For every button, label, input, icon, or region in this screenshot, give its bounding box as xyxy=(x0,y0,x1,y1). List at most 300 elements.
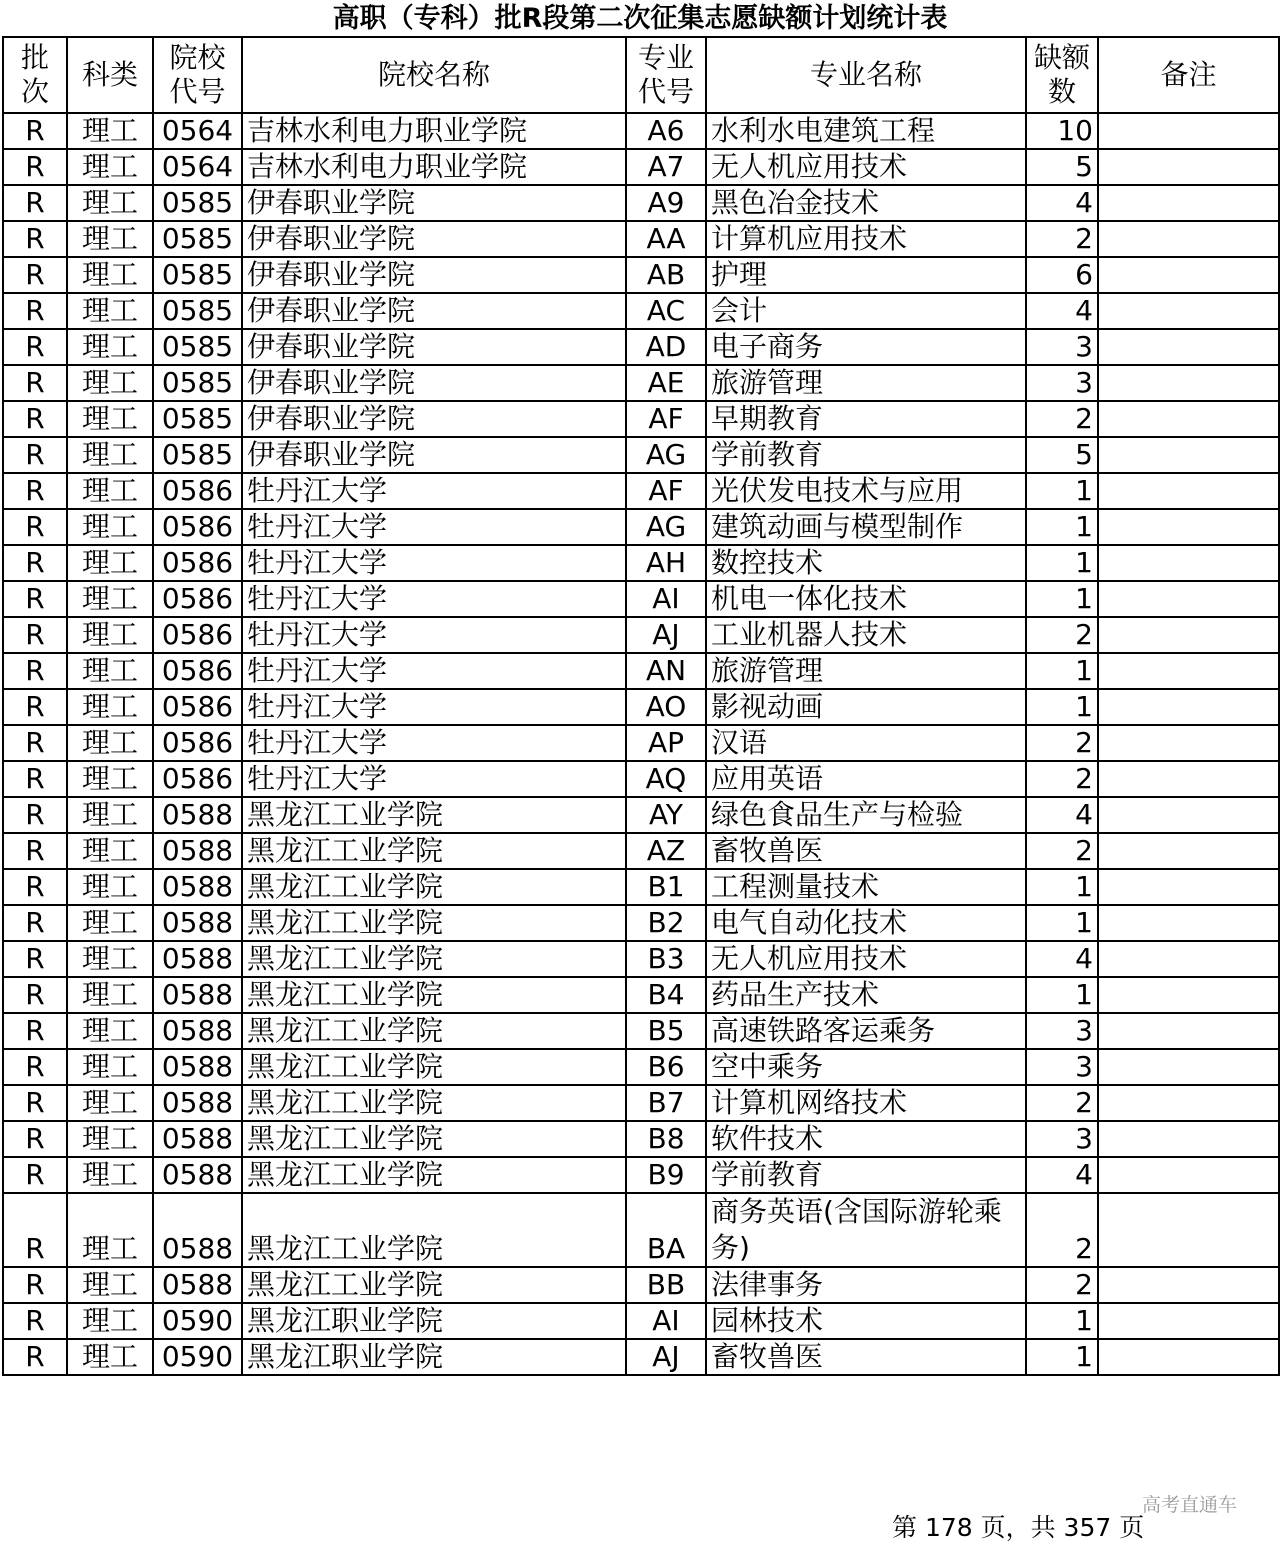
cell-vacancies: 2 xyxy=(1026,761,1098,797)
cell-remarks xyxy=(1098,473,1279,509)
cell-school-code: 0588 xyxy=(153,1085,242,1121)
cell-major-name: 商务英语(含国际游轮乘务) xyxy=(706,1193,1026,1267)
cell-remarks xyxy=(1098,689,1279,725)
cell-major-code: B1 xyxy=(626,869,706,905)
table-row xyxy=(3,293,1279,329)
cell-remarks xyxy=(1098,941,1279,977)
cell-major-code: AF xyxy=(626,473,706,509)
cell-vacancies: 1 xyxy=(1026,581,1098,617)
table-row xyxy=(3,905,1279,941)
cell-major-name: 无人机应用技术 xyxy=(706,941,1026,977)
cell-remarks xyxy=(1098,1085,1279,1121)
cell-major-name: 软件技术 xyxy=(706,1121,1026,1157)
cell-batch: R xyxy=(3,1339,67,1375)
cell-school-name: 黑龙江工业学院 xyxy=(242,1121,626,1157)
cell-school-name: 伊春职业学院 xyxy=(242,221,626,257)
cell-batch: R xyxy=(3,653,67,689)
cell-school-code: 0585 xyxy=(153,365,242,401)
table-row xyxy=(3,257,1279,293)
cell-major-code: AB xyxy=(626,257,706,293)
cell-vacancies: 2 xyxy=(1026,1085,1098,1121)
cell-school-name: 黑龙江工业学院 xyxy=(242,1085,626,1121)
cell-major-code: A6 xyxy=(626,113,706,149)
cell-school-name: 黑龙江工业学院 xyxy=(242,869,626,905)
cell-major-name: 电子商务 xyxy=(706,329,1026,365)
cell-category: 理工 xyxy=(67,761,153,797)
cell-major-code: AN xyxy=(626,653,706,689)
cell-major-code: AI xyxy=(626,581,706,617)
cell-batch: R xyxy=(3,1121,67,1157)
cell-vacancies: 3 xyxy=(1026,1049,1098,1085)
table-row xyxy=(3,797,1279,833)
cell-category: 理工 xyxy=(67,1193,153,1267)
cell-remarks xyxy=(1098,293,1279,329)
cell-vacancies: 2 xyxy=(1026,725,1098,761)
header-remarks: 备注 xyxy=(1098,37,1279,113)
cell-remarks xyxy=(1098,1121,1279,1157)
cell-batch: R xyxy=(3,1193,67,1267)
cell-school-code: 0590 xyxy=(153,1303,242,1339)
table-row xyxy=(3,941,1279,977)
table-row xyxy=(3,1157,1279,1193)
cell-category: 理工 xyxy=(67,1303,153,1339)
cell-batch: R xyxy=(3,977,67,1013)
cell-batch: R xyxy=(3,689,67,725)
cell-school-code: 0586 xyxy=(153,581,242,617)
cell-major-code: B7 xyxy=(626,1085,706,1121)
cell-major-name: 水利水电建筑工程 xyxy=(706,113,1026,149)
table-row xyxy=(3,1121,1279,1157)
cell-batch: R xyxy=(3,257,67,293)
cell-school-code: 0585 xyxy=(153,293,242,329)
cell-batch: R xyxy=(3,365,67,401)
cell-remarks xyxy=(1098,365,1279,401)
cell-school-code: 0586 xyxy=(153,473,242,509)
cell-batch: R xyxy=(3,1085,67,1121)
cell-major-code: AI xyxy=(626,1303,706,1339)
cell-vacancies: 3 xyxy=(1026,1121,1098,1157)
table-row xyxy=(3,437,1279,473)
cell-vacancies: 5 xyxy=(1026,437,1098,473)
cell-major-name: 工业机器人技术 xyxy=(706,617,1026,653)
cell-school-name: 牡丹江大学 xyxy=(242,725,626,761)
cell-school-code: 0585 xyxy=(153,257,242,293)
table-row xyxy=(3,1085,1279,1121)
cell-batch: R xyxy=(3,545,67,581)
cell-category: 理工 xyxy=(67,473,153,509)
cell-major-name: 影视动画 xyxy=(706,689,1026,725)
cell-remarks xyxy=(1098,581,1279,617)
cell-category: 理工 xyxy=(67,1121,153,1157)
cell-major-name: 汉语 xyxy=(706,725,1026,761)
cell-batch: R xyxy=(3,293,67,329)
cell-major-name: 法律事务 xyxy=(706,1267,1026,1303)
cell-vacancies: 1 xyxy=(1026,869,1098,905)
cell-category: 理工 xyxy=(67,1267,153,1303)
page-number: 第 178 页，共 357 页 xyxy=(892,1513,1145,1542)
cell-category: 理工 xyxy=(67,1049,153,1085)
cell-school-code: 0588 xyxy=(153,1049,242,1085)
cell-school-name: 牡丹江大学 xyxy=(242,689,626,725)
cell-remarks xyxy=(1098,653,1279,689)
table-row xyxy=(3,329,1279,365)
cell-category: 理工 xyxy=(67,869,153,905)
table-row xyxy=(3,1339,1279,1375)
table-body xyxy=(3,113,1279,1375)
table-row xyxy=(3,473,1279,509)
cell-remarks xyxy=(1098,185,1279,221)
table-row xyxy=(3,581,1279,617)
cell-major-name: 计算机网络技术 xyxy=(706,1085,1026,1121)
cell-remarks xyxy=(1098,761,1279,797)
cell-vacancies: 5 xyxy=(1026,149,1098,185)
cell-remarks xyxy=(1098,401,1279,437)
cell-major-code: B4 xyxy=(626,977,706,1013)
cell-major-code: B2 xyxy=(626,905,706,941)
cell-vacancies: 4 xyxy=(1026,797,1098,833)
cell-category: 理工 xyxy=(67,437,153,473)
table-row xyxy=(3,545,1279,581)
cell-major-code: B8 xyxy=(626,1121,706,1157)
cell-batch: R xyxy=(3,113,67,149)
cell-major-name: 工程测量技术 xyxy=(706,869,1026,905)
cell-school-code: 0588 xyxy=(153,833,242,869)
cell-category: 理工 xyxy=(67,185,153,221)
table-row xyxy=(3,1193,1279,1267)
cell-category: 理工 xyxy=(67,653,153,689)
table-row xyxy=(3,365,1279,401)
cell-vacancies: 1 xyxy=(1026,545,1098,581)
cell-category: 理工 xyxy=(67,581,153,617)
cell-batch: R xyxy=(3,401,67,437)
cell-school-name: 伊春职业学院 xyxy=(242,365,626,401)
cell-vacancies: 2 xyxy=(1026,401,1098,437)
header-school-code: 院校代号 xyxy=(153,37,242,113)
cell-school-code: 0588 xyxy=(153,1267,242,1303)
cell-category: 理工 xyxy=(67,1013,153,1049)
cell-category: 理工 xyxy=(67,977,153,1013)
cell-vacancies: 1 xyxy=(1026,977,1098,1013)
cell-remarks xyxy=(1098,329,1279,365)
cell-major-name: 机电一体化技术 xyxy=(706,581,1026,617)
cell-school-code: 0586 xyxy=(153,545,242,581)
cell-major-code: AE xyxy=(626,365,706,401)
cell-major-name: 学前教育 xyxy=(706,1157,1026,1193)
cell-school-code: 0588 xyxy=(153,941,242,977)
table-row xyxy=(3,401,1279,437)
cell-school-name: 伊春职业学院 xyxy=(242,437,626,473)
cell-vacancies: 10 xyxy=(1026,113,1098,149)
cell-major-name: 旅游管理 xyxy=(706,653,1026,689)
cell-school-name: 黑龙江工业学院 xyxy=(242,1157,626,1193)
cell-batch: R xyxy=(3,761,67,797)
cell-batch: R xyxy=(3,1157,67,1193)
cell-major-name: 计算机应用技术 xyxy=(706,221,1026,257)
cell-major-name: 绿色食品生产与检验 xyxy=(706,797,1026,833)
cell-batch: R xyxy=(3,149,67,185)
table-row xyxy=(3,1303,1279,1339)
cell-category: 理工 xyxy=(67,797,153,833)
cell-school-name: 牡丹江大学 xyxy=(242,653,626,689)
cell-batch: R xyxy=(3,1267,67,1303)
cell-batch: R xyxy=(3,509,67,545)
cell-remarks xyxy=(1098,149,1279,185)
cell-school-name: 牡丹江大学 xyxy=(242,617,626,653)
cell-school-name: 牡丹江大学 xyxy=(242,581,626,617)
cell-school-name: 伊春职业学院 xyxy=(242,257,626,293)
cell-category: 理工 xyxy=(67,617,153,653)
cell-school-name: 黑龙江职业学院 xyxy=(242,1339,626,1375)
cell-major-name: 药品生产技术 xyxy=(706,977,1026,1013)
cell-category: 理工 xyxy=(67,401,153,437)
cell-school-code: 0590 xyxy=(153,1339,242,1375)
table-row xyxy=(3,1049,1279,1085)
cell-vacancies: 4 xyxy=(1026,941,1098,977)
table-row xyxy=(3,113,1279,149)
cell-vacancies: 1 xyxy=(1026,1303,1098,1339)
cell-school-code: 0564 xyxy=(153,149,242,185)
cell-school-code: 0588 xyxy=(153,1121,242,1157)
cell-batch: R xyxy=(3,797,67,833)
cell-batch: R xyxy=(3,725,67,761)
cell-remarks xyxy=(1098,1193,1279,1267)
cell-remarks xyxy=(1098,221,1279,257)
cell-vacancies: 1 xyxy=(1026,653,1098,689)
cell-school-name: 黑龙江工业学院 xyxy=(242,1193,626,1267)
cell-school-code: 0588 xyxy=(153,977,242,1013)
cell-school-code: 0588 xyxy=(153,905,242,941)
cell-major-name: 电气自动化技术 xyxy=(706,905,1026,941)
cell-major-name: 护理 xyxy=(706,257,1026,293)
cell-school-code: 0588 xyxy=(153,1157,242,1193)
cell-vacancies: 2 xyxy=(1026,1193,1098,1267)
cell-major-code: B5 xyxy=(626,1013,706,1049)
cell-school-name: 黑龙江工业学院 xyxy=(242,1013,626,1049)
cell-batch: R xyxy=(3,833,67,869)
cell-school-name: 吉林水利电力职业学院 xyxy=(242,113,626,149)
cell-batch: R xyxy=(3,581,67,617)
cell-major-code: B6 xyxy=(626,1049,706,1085)
cell-major-code: AY xyxy=(626,797,706,833)
table-row xyxy=(3,977,1279,1013)
cell-remarks xyxy=(1098,1013,1279,1049)
cell-vacancies: 2 xyxy=(1026,617,1098,653)
table-row xyxy=(3,221,1279,257)
cell-major-name: 园林技术 xyxy=(706,1303,1026,1339)
cell-vacancies: 4 xyxy=(1026,1157,1098,1193)
cell-remarks xyxy=(1098,113,1279,149)
header-major-name: 专业名称 xyxy=(706,37,1026,113)
cell-batch: R xyxy=(3,329,67,365)
cell-category: 理工 xyxy=(67,293,153,329)
cell-school-code: 0586 xyxy=(153,653,242,689)
cell-major-name: 畜牧兽医 xyxy=(706,1339,1026,1375)
cell-category: 理工 xyxy=(67,509,153,545)
cell-remarks xyxy=(1098,437,1279,473)
cell-school-code: 0586 xyxy=(153,617,242,653)
cell-category: 理工 xyxy=(67,365,153,401)
cell-school-code: 0585 xyxy=(153,185,242,221)
cell-category: 理工 xyxy=(67,689,153,725)
cell-school-name: 牡丹江大学 xyxy=(242,509,626,545)
cell-remarks xyxy=(1098,509,1279,545)
cell-vacancies: 1 xyxy=(1026,689,1098,725)
cell-batch: R xyxy=(3,1049,67,1085)
cell-school-name: 牡丹江大学 xyxy=(242,473,626,509)
cell-remarks xyxy=(1098,617,1279,653)
cell-category: 理工 xyxy=(67,905,153,941)
cell-major-name: 无人机应用技术 xyxy=(706,149,1026,185)
cell-category: 理工 xyxy=(67,113,153,149)
cell-category: 理工 xyxy=(67,257,153,293)
cell-vacancies: 1 xyxy=(1026,905,1098,941)
cell-major-code: AZ xyxy=(626,833,706,869)
cell-remarks xyxy=(1098,257,1279,293)
cell-remarks xyxy=(1098,797,1279,833)
cell-category: 理工 xyxy=(67,149,153,185)
cell-major-code: BB xyxy=(626,1267,706,1303)
cell-batch: R xyxy=(3,473,67,509)
cell-remarks xyxy=(1098,833,1279,869)
cell-school-code: 0564 xyxy=(153,113,242,149)
cell-vacancies: 3 xyxy=(1026,365,1098,401)
cell-major-name: 畜牧兽医 xyxy=(706,833,1026,869)
header-major-code: 专业代号 xyxy=(626,37,706,113)
cell-category: 理工 xyxy=(67,725,153,761)
cell-major-code: AJ xyxy=(626,1339,706,1375)
table-row xyxy=(3,149,1279,185)
cell-vacancies: 2 xyxy=(1026,221,1098,257)
table-row xyxy=(3,509,1279,545)
cell-school-code: 0588 xyxy=(153,869,242,905)
cell-major-name: 早期教育 xyxy=(706,401,1026,437)
cell-major-name: 会计 xyxy=(706,293,1026,329)
cell-vacancies: 2 xyxy=(1026,1267,1098,1303)
cell-vacancies: 3 xyxy=(1026,329,1098,365)
cell-school-name: 伊春职业学院 xyxy=(242,185,626,221)
table-row xyxy=(3,653,1279,689)
cell-school-code: 0585 xyxy=(153,221,242,257)
cell-major-code: AA xyxy=(626,221,706,257)
cell-major-code: AC xyxy=(626,293,706,329)
cell-major-code: AF xyxy=(626,401,706,437)
cell-school-name: 黑龙江工业学院 xyxy=(242,797,626,833)
cell-major-code: AQ xyxy=(626,761,706,797)
cell-batch: R xyxy=(3,221,67,257)
table-row xyxy=(3,833,1279,869)
cell-school-code: 0585 xyxy=(153,329,242,365)
cell-batch: R xyxy=(3,905,67,941)
cell-vacancies: 3 xyxy=(1026,1013,1098,1049)
header-category: 科类 xyxy=(67,37,153,113)
cell-major-code: B3 xyxy=(626,941,706,977)
table-row xyxy=(3,617,1279,653)
cell-school-name: 黑龙江工业学院 xyxy=(242,833,626,869)
cell-major-code: AJ xyxy=(626,617,706,653)
cell-vacancies: 4 xyxy=(1026,185,1098,221)
cell-school-code: 0585 xyxy=(153,401,242,437)
cell-school-code: 0588 xyxy=(153,1013,242,1049)
table-row xyxy=(3,761,1279,797)
cell-remarks xyxy=(1098,1157,1279,1193)
cell-major-code: AH xyxy=(626,545,706,581)
cell-school-code: 0586 xyxy=(153,689,242,725)
cell-batch: R xyxy=(3,941,67,977)
cell-school-code: 0586 xyxy=(153,509,242,545)
cell-major-code: B9 xyxy=(626,1157,706,1193)
cell-major-name: 学前教育 xyxy=(706,437,1026,473)
cell-major-code: AG xyxy=(626,437,706,473)
header-vacancies: 缺额数 xyxy=(1026,37,1098,113)
table-header-row xyxy=(3,37,1279,113)
cell-school-name: 伊春职业学院 xyxy=(242,401,626,437)
cell-vacancies: 4 xyxy=(1026,293,1098,329)
cell-major-code: AG xyxy=(626,509,706,545)
cell-major-code: A7 xyxy=(626,149,706,185)
cell-major-code: A9 xyxy=(626,185,706,221)
cell-major-code: AO xyxy=(626,689,706,725)
cell-major-name: 黑色冶金技术 xyxy=(706,185,1026,221)
cell-batch: R xyxy=(3,1303,67,1339)
watermark: 高考直通车 xyxy=(1142,1494,1238,1516)
cell-vacancies: 2 xyxy=(1026,833,1098,869)
cell-category: 理工 xyxy=(67,941,153,977)
cell-batch: R xyxy=(3,617,67,653)
cell-category: 理工 xyxy=(67,1157,153,1193)
cell-school-name: 吉林水利电力职业学院 xyxy=(242,149,626,185)
cell-remarks xyxy=(1098,1267,1279,1303)
cell-remarks xyxy=(1098,977,1279,1013)
table-row xyxy=(3,869,1279,905)
cell-school-code: 0586 xyxy=(153,761,242,797)
vacancy-table xyxy=(2,36,1280,1376)
table-row xyxy=(3,689,1279,725)
cell-category: 理工 xyxy=(67,545,153,581)
page-title: 高职（专科）批R段第二次征集志愿缺额计划统计表 xyxy=(332,3,948,34)
cell-school-name: 牡丹江大学 xyxy=(242,761,626,797)
header-school-name: 院校名称 xyxy=(242,37,626,113)
cell-vacancies: 1 xyxy=(1026,509,1098,545)
cell-school-code: 0586 xyxy=(153,725,242,761)
cell-school-code: 0585 xyxy=(153,437,242,473)
cell-school-name: 黑龙江工业学院 xyxy=(242,905,626,941)
cell-remarks xyxy=(1098,1339,1279,1375)
cell-major-name: 光伏发电技术与应用 xyxy=(706,473,1026,509)
cell-remarks xyxy=(1098,905,1279,941)
header-batch: 批次 xyxy=(3,37,67,113)
cell-remarks xyxy=(1098,869,1279,905)
cell-major-code: AD xyxy=(626,329,706,365)
cell-major-name: 空中乘务 xyxy=(706,1049,1026,1085)
cell-remarks xyxy=(1098,545,1279,581)
cell-category: 理工 xyxy=(67,1085,153,1121)
cell-school-code: 0588 xyxy=(153,797,242,833)
table-row xyxy=(3,725,1279,761)
cell-category: 理工 xyxy=(67,329,153,365)
cell-remarks xyxy=(1098,725,1279,761)
table-row xyxy=(3,1013,1279,1049)
cell-school-code: 0588 xyxy=(153,1193,242,1267)
cell-batch: R xyxy=(3,185,67,221)
cell-category: 理工 xyxy=(67,1339,153,1375)
cell-batch: R xyxy=(3,1013,67,1049)
cell-remarks xyxy=(1098,1049,1279,1085)
cell-remarks xyxy=(1098,1303,1279,1339)
cell-batch: R xyxy=(3,869,67,905)
cell-major-name: 建筑动画与模型制作 xyxy=(706,509,1026,545)
cell-major-code: AP xyxy=(626,725,706,761)
cell-major-name: 旅游管理 xyxy=(706,365,1026,401)
